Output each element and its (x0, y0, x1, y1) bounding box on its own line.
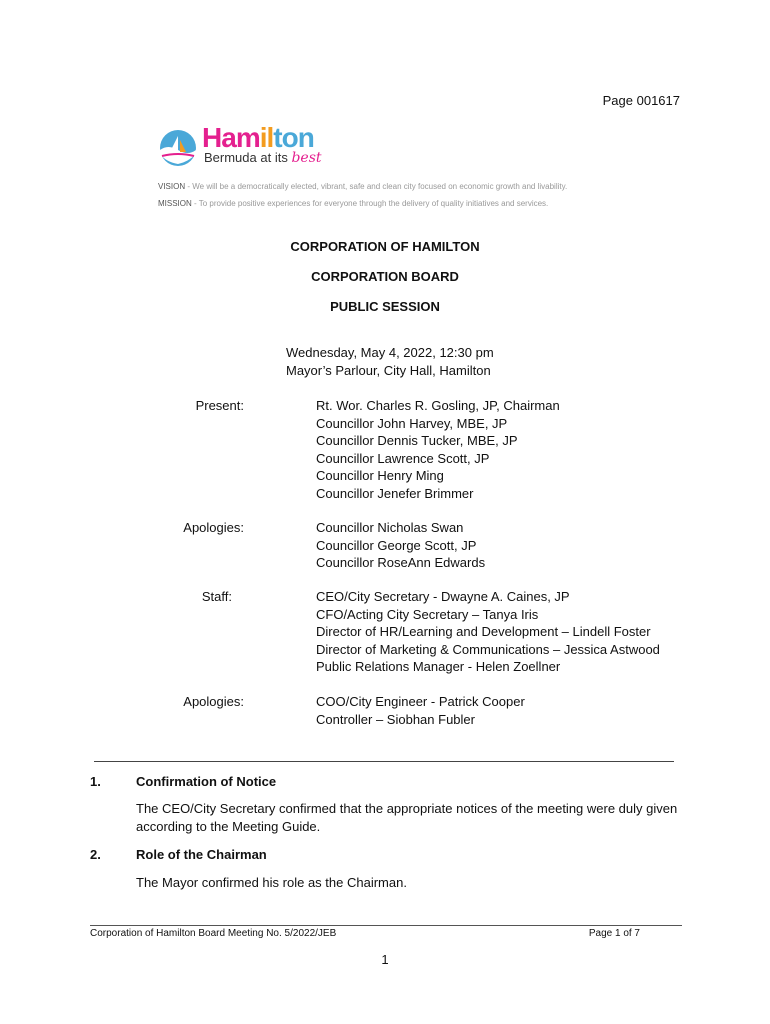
logo-letter: t (273, 122, 282, 153)
meeting-date: Wednesday, May 4, 2022, 12:30 pm (286, 345, 494, 360)
logo-letter: H (202, 122, 222, 153)
staff-member: Public Relations Manager - Helen Zoellner (316, 659, 561, 674)
heading-corporation: CORPORATION OF HAMILTON (290, 239, 480, 254)
item-number: 1. (90, 774, 101, 789)
attendee: Councillor Jenefer Brimmer (316, 485, 474, 501)
logo-letter: i (259, 122, 267, 153)
staff-apologies-list (316, 693, 525, 728)
heading-board: CORPORATION BOARD (311, 269, 459, 284)
staff-member: Director of Marketing & Communications – Jessica Astwood (316, 641, 660, 657)
logo-letter: o (281, 122, 298, 153)
apologies-label: Apologies: (183, 520, 244, 535)
heading-session: PUBLIC SESSION (330, 299, 440, 314)
footer-page-count: Page 1 of 7 (588, 928, 640, 939)
item-title: Role of the Chairman (136, 847, 267, 862)
item-number: 2. (90, 847, 101, 862)
staff-apologies-label: Apologies: (183, 694, 244, 709)
staff-list (316, 588, 660, 676)
footer-divider (90, 925, 682, 926)
logo-letter: a (221, 122, 236, 153)
present-list (316, 397, 560, 502)
logo-tagline: Bermuda at its best (204, 150, 322, 166)
logo-tagline-accent: best (291, 150, 322, 166)
attendee: Councillor RoseAnn Edwards (316, 555, 486, 570)
staff-member: COO/City Engineer - Patrick Cooper (316, 694, 525, 709)
staff-member: Controller – Siobhan Fubler (316, 711, 475, 727)
footer-meeting-ref: Corporation of Hamilton Board Meeting No. 5/2022/JEB (90, 928, 337, 939)
meeting-location: Mayor’s Parlour, City Hall, Hamilton (286, 363, 491, 378)
logo-letter: l (266, 122, 274, 153)
present-label: Present: (195, 398, 244, 413)
item-body: The Mayor confirmed his role as the Chairman. (136, 875, 407, 890)
attendee: Councillor Nicholas Swan (316, 520, 464, 535)
attendee: Rt. Wor. Charles R. Gosling, JP, Chairman (316, 398, 560, 413)
staff-label: Staff: (201, 589, 232, 604)
attendee: Councillor John Harvey, MBE, JP (316, 415, 508, 431)
vision-statement: VISION - We will be a democratically elected, vibrant, safe and clean city focused on economic growth and livability. (158, 182, 568, 191)
staff-member: Director of HR/Learning and Development – Lindell Foster (316, 624, 651, 639)
attendee: Councillor George Scott, JP (316, 537, 477, 553)
attendee: Councillor Henry Ming (316, 468, 444, 483)
item-title: Confirmation of Notice (136, 774, 277, 789)
logo-letter: m (235, 122, 260, 153)
page-number: 1 (381, 952, 389, 967)
attendee: Councillor Dennis Tucker, MBE, JP (316, 433, 518, 448)
apologies-list (316, 519, 485, 572)
item-body: The CEO/City Secretary confirmed that the appropriate notices of the meeting were duly given according to the Meeting Guide. (136, 801, 678, 834)
mission-statement: MISSION - To provide positive experiences for everyone through the delivery of quality initiatives and services. (158, 199, 549, 208)
hamilton-logo (158, 124, 338, 170)
logo-letter: n (297, 122, 314, 153)
staff-member: CEO/City Secretary - Dwayne A. Caines, JP (316, 589, 570, 604)
bermuda-wave-logo-icon (158, 128, 198, 168)
attendee: Councillor Lawrence Scott, JP (316, 450, 490, 466)
staff-member: CFO/Acting City Secretary – Tanya Iris (316, 606, 539, 622)
section-divider (94, 761, 674, 762)
page-identifier: Page 001617 (602, 93, 680, 108)
